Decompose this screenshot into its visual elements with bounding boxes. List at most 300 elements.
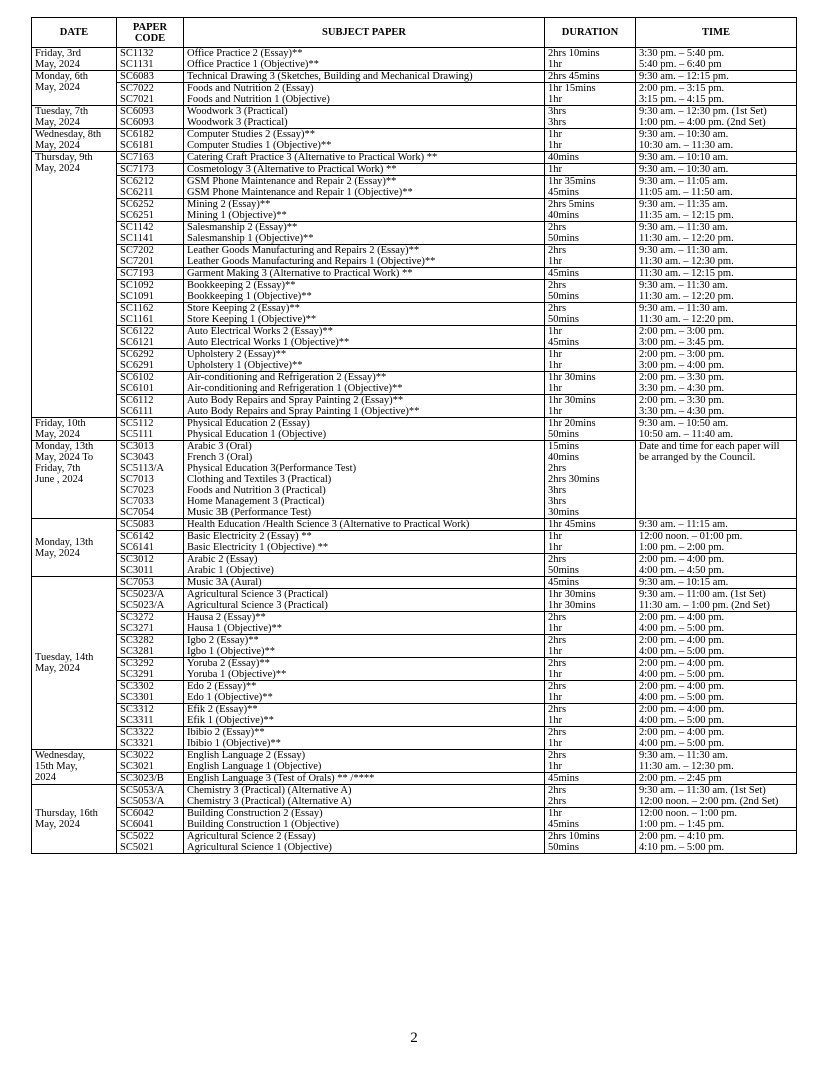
cell-line: SC6212	[120, 176, 154, 187]
cell-line: May, 2024	[35, 117, 80, 128]
cell-line: Arabic 2 (Essay)	[187, 554, 258, 565]
cell-line: GSM Phone Maintenance and Repair 2 (Essay)**	[187, 176, 397, 187]
cell-line: 3hrs	[548, 496, 567, 507]
table-row	[32, 785, 797, 808]
cell-line: 1hr	[548, 406, 562, 417]
cell-line: Auto Body Repairs and Spray Painting 2 (Essay)**	[187, 395, 404, 406]
cell-line: Auto Body Repairs and Spray Painting 1 (Objective)**	[187, 406, 420, 417]
header-row	[32, 18, 797, 48]
cell-line: 3:30 pm. – 4:30 pm.	[639, 383, 725, 394]
time-cell	[636, 519, 797, 531]
cell-line: 2:00 pm. – 4:00 pm.	[639, 681, 725, 692]
cell-line: 1hr	[548, 715, 562, 726]
cell-line: 1hr	[548, 623, 562, 634]
cell-line: 4:00 pm. – 4:50 pm.	[639, 565, 725, 576]
cell-line: 9:30 am. – 11:15 am.	[639, 519, 728, 530]
cell-line: Thursday, 9th	[35, 152, 93, 163]
cell-line: Agricultural Science 2 (Essay)	[187, 831, 316, 842]
duration-cell	[545, 106, 636, 129]
cell-line: Physical Education 2 (Essay)	[187, 418, 310, 429]
cell-line: 9:30 am. – 12:15 pm.	[639, 71, 729, 82]
time-cell	[636, 773, 797, 785]
cell-line: 9:30 am. – 10:15 am.	[639, 577, 729, 588]
time-cell	[636, 349, 797, 372]
cell-line: 3hrs	[548, 485, 567, 496]
time-cell	[636, 635, 797, 658]
time-cell	[636, 71, 797, 83]
paper-code-cell	[117, 554, 184, 577]
cell-line: SC3271	[120, 623, 154, 634]
paper-code-cell	[117, 418, 184, 441]
cell-line: 9:30 am. – 11:30 am.	[639, 222, 728, 233]
subject-cell	[184, 303, 545, 326]
cell-line: Arabic 1 (Objective)	[187, 565, 274, 576]
cell-line: SC3281	[120, 646, 154, 657]
paper-code-cell	[117, 785, 184, 808]
cell-line: 1hr	[548, 326, 562, 337]
cell-line: SC5023/A	[120, 589, 165, 600]
paper-code-cell	[117, 280, 184, 303]
cell-line: 11:30 am. – 1:00 pm. (2nd Set)	[639, 600, 770, 611]
duration-cell	[545, 577, 636, 589]
paper-code-cell	[117, 164, 184, 176]
cell-line: 4:00 pm. – 5:00 pm.	[639, 646, 725, 657]
cell-line: SC3011	[120, 565, 154, 576]
duration-cell	[545, 441, 636, 519]
cell-line: Building Construction 1 (Objective)	[187, 819, 339, 830]
cell-line: Foods and Nutrition 3 (Practical)	[187, 485, 326, 496]
date-cell	[32, 106, 117, 129]
cell-line: 2:00 pm. – 4:00 pm.	[639, 727, 725, 738]
paper-code-cell	[117, 704, 184, 727]
cell-line: 3:00 pm. – 4:00 pm.	[639, 360, 725, 371]
time-cell	[636, 222, 797, 245]
cell-line: Music 3B (Performance Test)	[187, 507, 312, 518]
cell-line: SC7163	[120, 152, 154, 163]
cell-line: Auto Electrical Works 2 (Essay)**	[187, 326, 333, 337]
paper-code-cell	[117, 303, 184, 326]
time-cell	[636, 303, 797, 326]
cell-line: 45mins	[548, 187, 579, 198]
cell-line: 4:00 pm. – 5:00 pm.	[639, 692, 725, 703]
cell-line: SC7202	[120, 245, 154, 256]
cell-line: Chemistry 3 (Practical) (Alternative A)	[187, 785, 352, 796]
duration-cell	[545, 681, 636, 704]
table-row	[32, 635, 797, 658]
duration-cell	[545, 831, 636, 854]
date-cell	[32, 418, 117, 441]
cell-line: Computer Studies 2 (Essay)**	[187, 129, 316, 140]
cell-line: Basic Electricity 1 (Objective) **	[187, 542, 329, 553]
table-row	[32, 681, 797, 704]
cell-line: 1hr	[548, 646, 562, 657]
subject-cell	[184, 349, 545, 372]
cell-line: 2hrs	[548, 245, 567, 256]
cell-line: 2:00 pm. – 4:00 pm.	[639, 635, 725, 646]
table-row	[32, 554, 797, 577]
cell-line: 2hrs	[548, 635, 567, 646]
cell-line: SC1162	[120, 303, 154, 314]
cell-line: SC6112	[120, 395, 154, 406]
table-row	[32, 418, 797, 441]
table-row	[32, 441, 797, 519]
duration-cell	[545, 531, 636, 554]
paper-code-cell	[117, 83, 184, 106]
cell-line: SC1091	[120, 291, 154, 302]
paper-code-cell	[117, 268, 184, 280]
paper-code-cell	[117, 199, 184, 222]
cell-line: 2hrs 10mins	[548, 831, 600, 842]
cell-line: Air-conditioning and Refrigeration 2 (Essay)**	[187, 372, 387, 383]
cell-line: 3hrs	[548, 117, 567, 128]
paper-code-cell	[117, 750, 184, 773]
cell-line: 12:00 noon. – 2:00 pm. (2nd Set)	[639, 796, 779, 807]
duration-cell	[545, 303, 636, 326]
cell-line: SC6142	[120, 531, 154, 542]
cell-line: SC3022	[120, 750, 154, 761]
cell-line: 45mins	[548, 819, 579, 830]
duration-cell	[545, 372, 636, 395]
cell-line: 2hrs	[548, 463, 567, 474]
cell-line: SC3021	[120, 761, 154, 772]
cell-line: Yoruba 2 (Essay)**	[187, 658, 270, 669]
cell-line: 2:00 pm. – 4:10 pm.	[639, 831, 725, 842]
duration-cell	[545, 612, 636, 635]
cell-line: 9:30 am. – 11:30 am. (1st Set)	[639, 785, 766, 796]
cell-line: Woodwork 3 (Practical)	[187, 106, 288, 117]
cell-line: 1hr	[548, 542, 562, 553]
duration-cell	[545, 704, 636, 727]
duration-cell	[545, 164, 636, 176]
cell-line: 1:00 pm. – 4:00 pm. (2nd Set)	[639, 117, 766, 128]
cell-line: SC6042	[120, 808, 154, 819]
cell-line: 2:00 pm. – 4:00 pm.	[639, 658, 725, 669]
paper-code-cell	[117, 129, 184, 152]
cell-line: 9:30 am. – 10:30 am.	[639, 164, 729, 175]
paper-code-cell	[117, 176, 184, 199]
cell-line: 2hrs	[548, 750, 567, 761]
cell-line: SC3302	[120, 681, 154, 692]
time-cell	[636, 589, 797, 612]
cell-line: 1hr	[548, 129, 562, 140]
cell-line: SC7013	[120, 474, 154, 485]
cell-line: Hausa 1 (Objective)**	[187, 623, 283, 634]
cell-line: 10:50 am. – 11:40 am.	[639, 429, 734, 440]
cell-line: SC3043	[120, 452, 154, 463]
cell-line: SC5053/A	[120, 785, 165, 796]
cell-line: Thursday, 16th	[35, 808, 98, 819]
table-row	[32, 395, 797, 418]
cell-line: 50mins	[548, 314, 579, 325]
time-cell	[636, 268, 797, 280]
paper-code-cell	[117, 531, 184, 554]
cell-line: SC3312	[120, 704, 154, 715]
cell-line: 2:00 pm. – 2:45 pm	[639, 773, 722, 784]
cell-line: 2hrs 30mins	[548, 474, 600, 485]
cell-line: Edo 1 (Objective)**	[187, 692, 273, 703]
cell-line: 9:30 am. – 11:00 am. (1st Set)	[639, 589, 766, 600]
cell-line: SC1141	[120, 233, 154, 244]
subject-cell	[184, 681, 545, 704]
cell-line: SC5112	[120, 418, 154, 429]
cell-line: SC6111	[120, 406, 154, 417]
cell-line: 9:30 am. – 11:30 am.	[639, 303, 728, 314]
cell-line: 4:00 pm. – 5:00 pm.	[639, 738, 725, 749]
cell-line: SC7023	[120, 485, 154, 496]
time-cell	[636, 395, 797, 418]
cell-line: Foods and Nutrition 1 (Objective)	[187, 94, 330, 105]
table-row	[32, 245, 797, 268]
paper-code-cell	[117, 831, 184, 854]
duration-cell	[545, 349, 636, 372]
cell-line: 1hr	[548, 808, 562, 819]
paper-code-cell	[117, 808, 184, 831]
cell-line: 50mins	[548, 291, 579, 302]
cell-line: 45mins	[548, 268, 579, 279]
paper-code-cell	[117, 727, 184, 750]
cell-line: SC5023/A	[120, 600, 165, 611]
cell-line: 2:00 pm. – 4:00 pm.	[639, 554, 725, 565]
cell-line: Tuesday, 7th	[35, 106, 89, 117]
cell-line: 45mins	[548, 337, 579, 348]
cell-line: 4:00 pm. – 5:00 pm.	[639, 623, 725, 634]
cell-line: SC5021	[120, 842, 154, 853]
time-cell	[636, 554, 797, 577]
cell-line: English Language 2 (Essay)	[187, 750, 306, 761]
time-cell	[636, 831, 797, 854]
cell-line: 1hr 15mins	[548, 83, 596, 94]
table-row	[32, 48, 797, 71]
cell-line: SC6211	[120, 187, 154, 198]
duration-cell	[545, 773, 636, 785]
paper-code-cell	[117, 681, 184, 704]
cell-line: Igbo 2 (Essay)**	[187, 635, 259, 646]
table-row	[32, 129, 797, 152]
time-cell	[636, 372, 797, 395]
cell-line: SC5083	[120, 519, 154, 530]
cell-line: French 3 (Oral)	[187, 452, 253, 463]
paper-code-cell	[117, 589, 184, 612]
cell-line: 1hr 20mins	[548, 418, 596, 429]
cell-line: 50mins	[548, 842, 579, 853]
cell-line: 40mins	[548, 152, 579, 163]
subject-cell	[184, 152, 545, 164]
cell-line: SC7193	[120, 268, 154, 279]
cell-line: Foods and Nutrition 2 (Essay)	[187, 83, 314, 94]
table-row	[32, 589, 797, 612]
cell-line: 9:30 am. – 11:05 am.	[639, 176, 728, 187]
time-cell	[636, 164, 797, 176]
cell-line: Computer Studies 1 (Objective)**	[187, 140, 332, 151]
cell-line: 11:30 am. – 12:20 pm.	[639, 233, 734, 244]
cell-line: SC6121	[120, 337, 154, 348]
table-row	[32, 83, 797, 106]
cell-line: 9:30 am. – 11:30 am.	[639, 750, 728, 761]
cell-line: 1hr	[548, 738, 562, 749]
cell-line: May, 2024	[35, 140, 80, 151]
cell-line: Salesmanship 2 (Essay)**	[187, 222, 298, 233]
table-row	[32, 372, 797, 395]
subject-cell	[184, 395, 545, 418]
table-row	[32, 831, 797, 854]
paper-code-cell	[117, 773, 184, 785]
time-cell	[636, 681, 797, 704]
subject-cell	[184, 222, 545, 245]
cell-line: 1hr	[548, 94, 562, 105]
cell-line: Agricultural Science 3 (Practical)	[187, 589, 328, 600]
duration-cell	[545, 245, 636, 268]
paper-code-cell	[117, 245, 184, 268]
cell-line: 9:30 am. – 10:10 am.	[639, 152, 729, 163]
cell-line: 4:00 pm. – 5:00 pm.	[639, 669, 725, 680]
cell-line: 2hrs 5mins	[548, 199, 595, 210]
date-cell	[32, 750, 117, 785]
cell-line: 2:00 pm. – 3:15 pm.	[639, 83, 725, 94]
header-paper-code: PAPER CODE	[117, 18, 184, 48]
duration-cell	[545, 519, 636, 531]
cell-line: 2hrs	[548, 704, 567, 715]
time-cell	[636, 531, 797, 554]
cell-line: SC5022	[120, 831, 154, 842]
cell-line: 3hrs	[548, 106, 567, 117]
date-cell	[32, 129, 117, 152]
cell-line: May, 2024 To	[35, 452, 94, 463]
cell-line: 1hr 30mins	[548, 395, 596, 406]
time-cell	[636, 176, 797, 199]
table-row	[32, 773, 797, 785]
cell-line: Monday, 13th	[35, 441, 94, 452]
cell-line: Health Education /Health Science 3 (Alternative to Practical Work)	[187, 519, 470, 530]
subject-cell	[184, 418, 545, 441]
cell-line: 1:00 pm. – 2:00 pm.	[639, 542, 725, 553]
cell-line: May, 2024	[35, 819, 80, 830]
cell-line: SC3012	[120, 554, 154, 565]
cell-line: 1hr 30mins	[548, 600, 596, 611]
table-row	[32, 658, 797, 681]
cell-line: Friday, 7th	[35, 463, 81, 474]
cell-line: 2:00 pm. – 3:00 pm.	[639, 349, 725, 360]
cell-line: SC1131	[120, 59, 154, 70]
duration-cell	[545, 658, 636, 681]
subject-cell	[184, 48, 545, 71]
table-row	[32, 349, 797, 372]
cell-line: Upholstery 1 (Objective)**	[187, 360, 303, 371]
subject-cell	[184, 441, 545, 519]
cell-line: SC3272	[120, 612, 154, 623]
cell-line: SC6093	[120, 106, 154, 117]
cell-line: 9:30 am. – 11:35 am.	[639, 199, 728, 210]
paper-code-cell	[117, 635, 184, 658]
cell-line: SC6252	[120, 199, 154, 210]
cell-line: Catering Craft Practice 3 (Alternative to Practical Work) **	[187, 152, 438, 163]
cell-line: 2hrs	[548, 280, 567, 291]
cell-line: Clothing and Textiles 3 (Practical)	[187, 474, 332, 485]
cell-line: 11:30 am. – 12:20 pm.	[639, 291, 734, 302]
cell-line: 1hr	[548, 140, 562, 151]
subject-cell	[184, 727, 545, 750]
cell-line: Friday, 3rd	[35, 48, 81, 59]
cell-line: Physical Education 1 (Objective)	[187, 429, 327, 440]
duration-cell	[545, 395, 636, 418]
subject-cell	[184, 164, 545, 176]
cell-line: Technical Drawing 3 (Sketches, Building and Mechanical Drawing)	[187, 71, 473, 82]
cell-line: 11:35 am. – 12:15 pm.	[639, 210, 734, 221]
table-row	[32, 531, 797, 554]
cell-line: 50mins	[548, 565, 579, 576]
cell-line: 2hrs	[548, 222, 567, 233]
cell-line: Wednesday, 8th	[35, 129, 102, 140]
subject-cell	[184, 831, 545, 854]
cell-line: Leather Goods Manufacturing and Repairs 1 (Objective)**	[187, 256, 436, 267]
cell-line: Monday, 6th	[35, 71, 88, 82]
cell-line: Wednesday,	[35, 750, 86, 761]
paper-code-cell	[117, 658, 184, 681]
header-duration: DURATION	[545, 18, 636, 48]
cell-line: Bookkeeping 2 (Essay)**	[187, 280, 296, 291]
cell-line: SC3311	[120, 715, 154, 726]
cell-line: SC7053	[120, 577, 154, 588]
date-cell	[32, 519, 117, 577]
header-date: DATE	[32, 18, 117, 48]
cell-line: 40mins	[548, 210, 579, 221]
cell-line: 1hr 35mins	[548, 176, 596, 187]
cell-line: SC6093	[120, 117, 154, 128]
cell-line: Woodwork 3 (Practical)	[187, 117, 288, 128]
duration-cell	[545, 129, 636, 152]
cell-line: 45mins	[548, 773, 579, 784]
time-cell	[636, 577, 797, 589]
time-cell	[636, 152, 797, 164]
paper-code-cell	[117, 519, 184, 531]
cell-line: Ibibio 1 (Objective)**	[187, 738, 281, 749]
cell-line: 1hr	[548, 164, 562, 175]
cell-line: SC7173	[120, 164, 154, 175]
cell-line: SC3282	[120, 635, 154, 646]
cell-line: June , 2024	[35, 474, 84, 485]
paper-code-cell	[117, 395, 184, 418]
cell-line: Monday, 13th	[35, 536, 94, 548]
subject-cell	[184, 176, 545, 199]
cell-line: 3:30 pm. – 4:30 pm.	[639, 406, 725, 417]
cell-line: Mining 1 (Objective)**	[187, 210, 287, 221]
time-cell	[636, 48, 797, 71]
subject-cell	[184, 750, 545, 773]
cell-line: SC3291	[120, 669, 154, 680]
paper-code-cell	[117, 326, 184, 349]
subject-cell	[184, 326, 545, 349]
cell-line: Bookkeeping 1 (Objective)**	[187, 291, 312, 302]
duration-cell	[545, 222, 636, 245]
cell-line: 1hr	[548, 256, 562, 267]
subject-cell	[184, 704, 545, 727]
table-row	[32, 612, 797, 635]
cell-line: English Language 1 (Objective)	[187, 761, 322, 772]
cell-line: 1hr 30mins	[548, 372, 596, 383]
time-cell	[636, 704, 797, 727]
cell-line: SC3301	[120, 692, 154, 703]
cell-line: SC5113/A	[120, 463, 164, 474]
cell-line: May, 2024	[35, 663, 80, 674]
table-row	[32, 808, 797, 831]
duration-cell	[545, 280, 636, 303]
cell-line: 1hr	[548, 360, 562, 371]
cell-line: Leather Goods Manufacturing and Repairs 2 (Essay)**	[187, 245, 420, 256]
subject-cell	[184, 71, 545, 83]
time-cell	[636, 658, 797, 681]
cell-line: 1hr	[548, 669, 562, 680]
cell-line: 11:30 am. – 12:15 pm.	[639, 268, 734, 279]
duration-cell	[545, 554, 636, 577]
